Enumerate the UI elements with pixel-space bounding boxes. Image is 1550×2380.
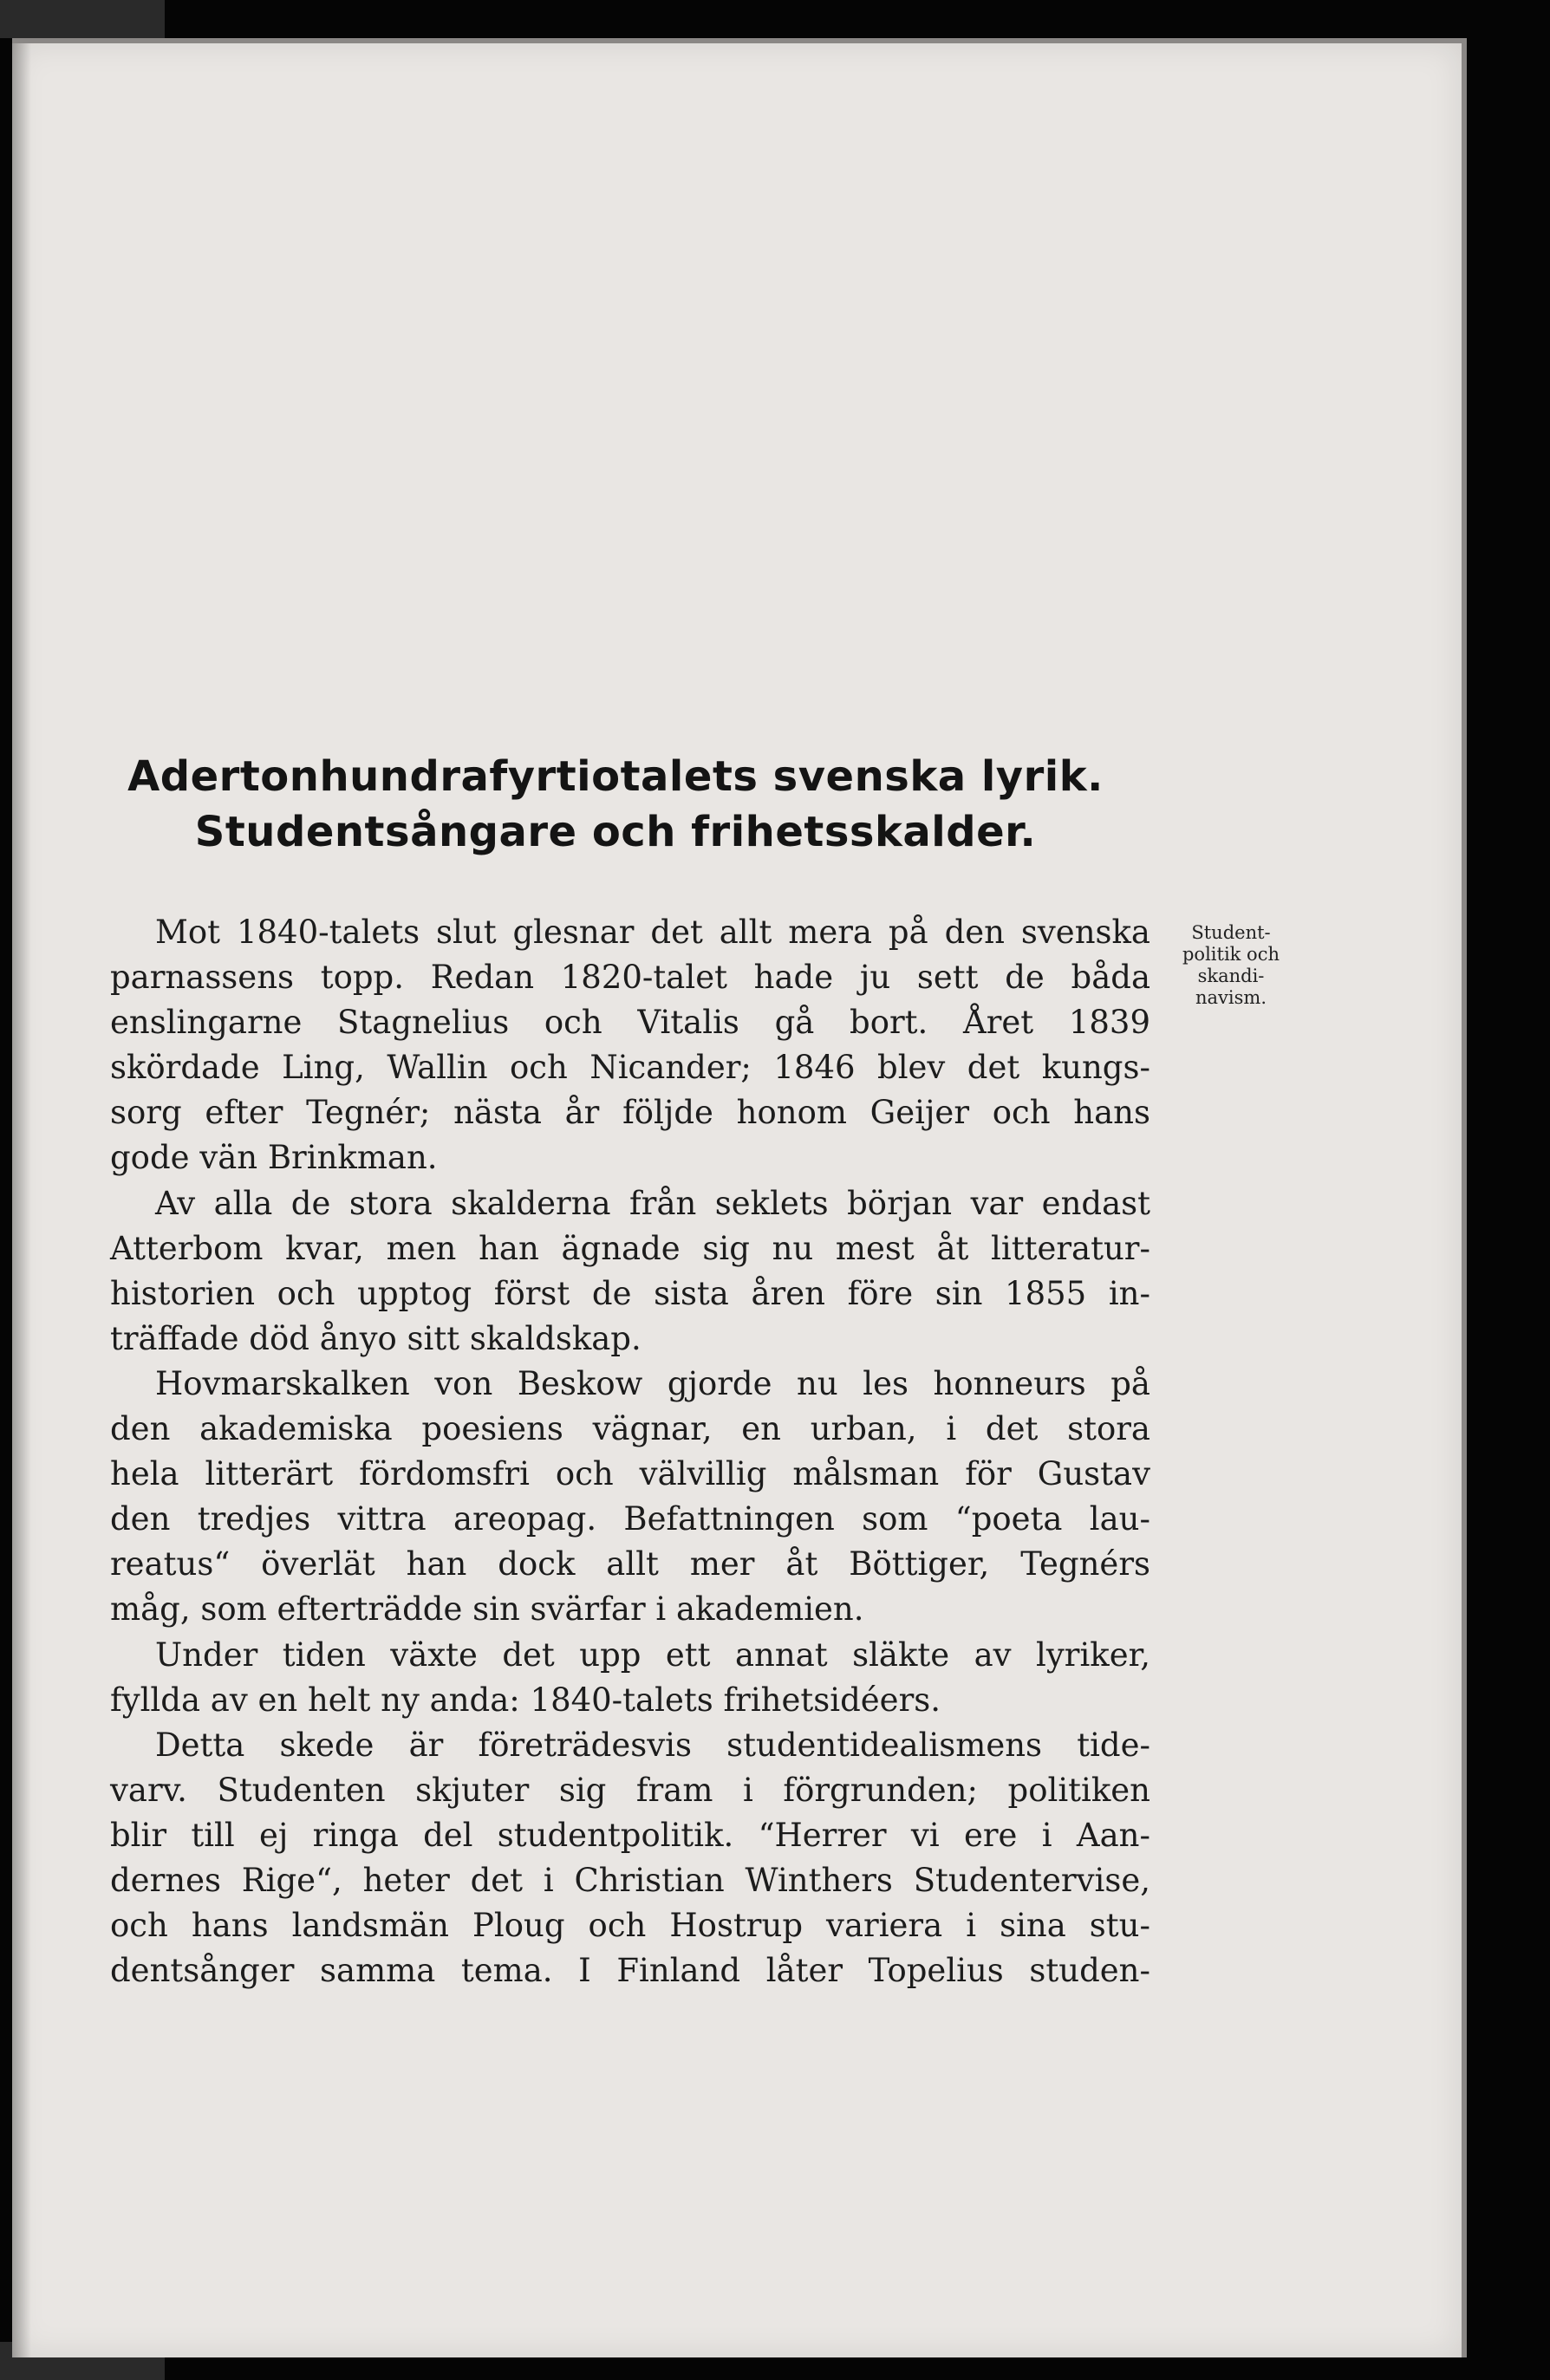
text-line: den akademiska poesiens vägnar, en urban, i det stora — [110, 1410, 1150, 1448]
marginal-note-line: navism. — [1195, 987, 1267, 1008]
text-line: den tredjes vittra areopag. Befattningen som “poeta lau- — [110, 1500, 1150, 1538]
text-line: sorg efter Tegnér; nästa år följde honom Geijer och hans — [110, 1094, 1150, 1132]
chapter-heading-line-1: Adertonhundrafyrtiotalets svenska lyrik. — [127, 752, 1104, 801]
text-line: Under tiden växte det upp ett annat släkte av lyriker, — [155, 1635, 1150, 1674]
text-line: Hovmarskalken von Beskow gjorde nu les honneurs på — [155, 1364, 1150, 1402]
scan-border-top-tab — [0, 0, 165, 38]
marginal-note — [1153, 922, 1309, 1009]
text-line: dentsånger samma tema. I Finland låter Topelius studen- — [110, 1952, 1150, 1990]
text-line: träffade död ånyo sitt skaldskap. — [110, 1319, 641, 1357]
text-line: hela litterärt fördomsfri och välvillig målsman för Gustav — [110, 1455, 1150, 1493]
text-line: historien och upptog först de sista åren före sin 1855 in- — [110, 1274, 1150, 1312]
spine-shadow — [12, 42, 31, 2357]
text-line: måg, som efterträdde sin svärfar i akademien. — [110, 1590, 864, 1629]
text-line: Av alla de stora skalderna från seklets början var endast — [155, 1184, 1150, 1222]
text-line: Atterbom kvar, men han ägnade sig nu mest åt litteratur- — [110, 1229, 1150, 1267]
text-line: dernes Rige“, heter det i Christian Winthers Studentervise, — [110, 1861, 1150, 1899]
text-line: gode vän Brinkman. — [110, 1139, 438, 1177]
text-line: och hans landsmän Ploug och Hostrup variera i sina stu- — [110, 1907, 1150, 1945]
text-line: enslingarne Stagnelius och Vitalis gå bort. Året 1839 — [110, 1004, 1150, 1042]
body-text — [110, 910, 1150, 1993]
text-line: Mot 1840-talets slut glesnar det allt mera på den svenska — [155, 914, 1150, 951]
chapter-heading-line-2: Studentsångare och frihetsskalder. — [194, 808, 1037, 856]
page-right-edge — [1462, 42, 1467, 2357]
page-top-edge — [12, 38, 1467, 43]
text-line: fyllda av en helt ny anda: 1840-talets frihetsidéers. — [110, 1681, 941, 1719]
text-line: parnassens topp. Redan 1820-talet hade ju sett de båda — [110, 959, 1150, 997]
text-line: skördade Ling, Wallin och Nicander; 1846 blev det kungs- — [110, 1049, 1150, 1087]
marginal-note-line: skandi- — [1197, 966, 1265, 986]
marginal-note-line: Student- — [1191, 922, 1271, 943]
text-line: blir till ej ringa del studentpolitik. “Herrer vi ere i Aan- — [110, 1816, 1150, 1854]
text-line: Detta skede är företrädesvis studentidealismens tide- — [155, 1726, 1150, 1764]
marginal-note-line: politik och — [1182, 944, 1280, 965]
text-line: varv. Studenten skjuter sig fram i förgrunden; politiken — [110, 1771, 1150, 1809]
text-line: reatus“ överlät han dock allt mer åt Böttiger, Tegnérs — [110, 1545, 1150, 1583]
